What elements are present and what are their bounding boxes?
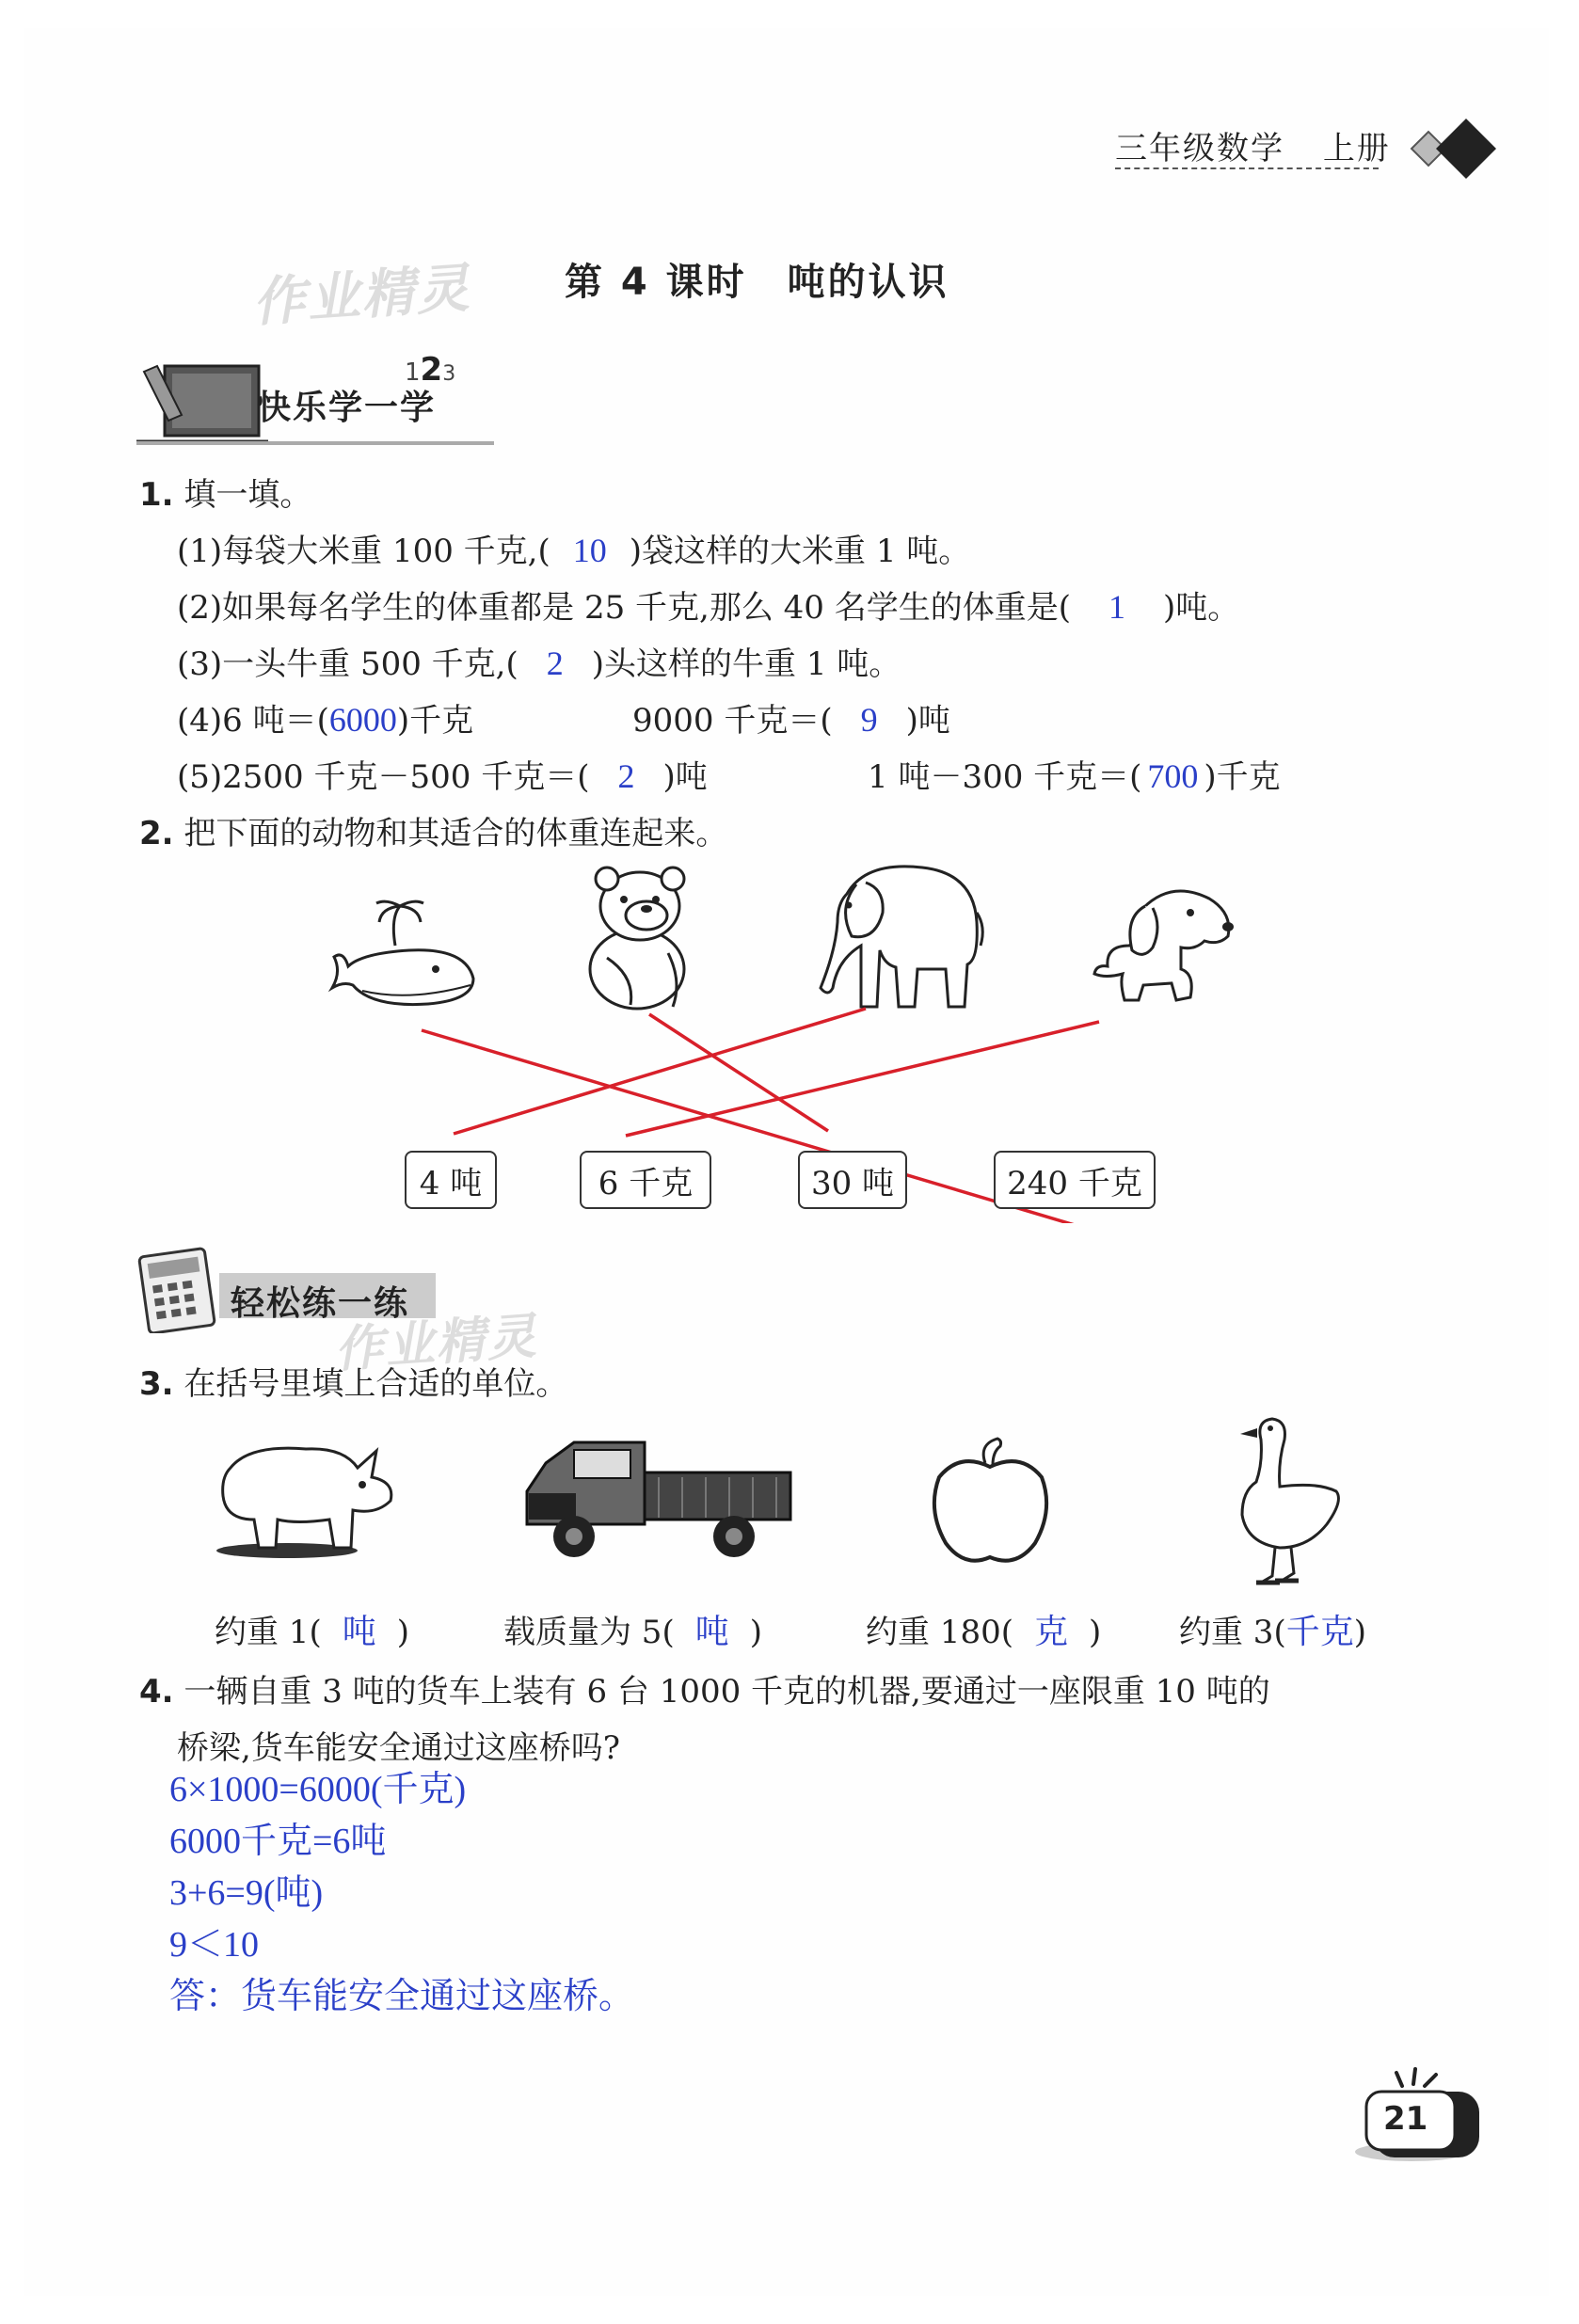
- q1-item-4b-answer: 9: [860, 701, 878, 739]
- q1-item-3-post: )头这样的牛重 1 吨。: [591, 645, 901, 683]
- section-learn-label: 快乐学一学: [257, 389, 437, 427]
- q3-item-1-answer: 吨: [342, 1613, 376, 1650]
- q4-solution-line-4: 9＜10: [169, 1925, 260, 1965]
- q4-solution-line-1: 6×1000=6000(千克): [169, 1770, 467, 1809]
- q1-item-4a-pre: (4)6 吨＝(: [177, 702, 329, 740]
- q1-item-5a-post: )吨: [662, 758, 708, 796]
- q3-item-4-post: ): [1353, 1614, 1366, 1651]
- q4-prompt-line-2: 桥梁,货车能安全通过这座桥吗?: [177, 1729, 621, 1767]
- q3-item-3: [866, 1605, 1101, 1653]
- q3-item-1-pre: 约重 1(: [215, 1614, 322, 1651]
- q1-item-1-pre: (1)每袋大米重 100 千克,(: [177, 533, 550, 570]
- q3-item-4: [1179, 1605, 1366, 1653]
- apple-icon: [927, 1435, 1054, 1571]
- truck-icon: [518, 1435, 800, 1567]
- lesson-title: 第 4 课时 吨的认识: [565, 261, 949, 304]
- q2-number: 2.: [139, 815, 174, 852]
- book-volume: 上册: [1322, 130, 1391, 167]
- weight-box-240kg: 240 千克: [994, 1151, 1156, 1209]
- q3-prompt-text: 在括号里填上合适的单位。: [183, 1365, 568, 1403]
- q3-item-2-post: ): [749, 1614, 762, 1651]
- q1-item-5b-post: )千克: [1204, 758, 1281, 796]
- book-title: 三年级数学: [1115, 130, 1284, 167]
- q4-solution-answer: 答：货车能安全通过这座桥。: [169, 1977, 635, 2016]
- q1-item-1-post: )袋这样的大米重 1 吨。: [629, 533, 971, 570]
- q3-item-2-answer: 吨: [694, 1613, 729, 1650]
- q3-item-1-post: ): [396, 1614, 409, 1651]
- section-practice-label: 轻松练一练: [231, 1284, 410, 1323]
- match-line-dog: [626, 1022, 1099, 1136]
- q1-item-4b-pre: 9000 千克＝(: [632, 702, 833, 740]
- calculator-icon: [136, 1247, 221, 1333]
- q3-item-2-pre: 载质量为 5(: [503, 1614, 675, 1651]
- weight-box-30t: 30 吨: [798, 1151, 907, 1209]
- q1-item-3-answer: 2: [546, 645, 564, 682]
- q3-item-1: [215, 1605, 409, 1653]
- q3-item-4-pre: 约重 3(: [1179, 1614, 1286, 1651]
- page-number: 21: [1383, 2100, 1428, 2138]
- q3-item-4-answer: 千克: [1285, 1613, 1354, 1650]
- q1-item-2-answer: 1: [1108, 588, 1125, 626]
- q1-item-4b-post: )吨: [905, 702, 950, 740]
- watermark-2: 作业精灵: [332, 1308, 540, 1379]
- q1-item-2-pre: (2)如果每名学生的体重都是 25 千克,那么 40 名学生的体重是(: [177, 589, 1071, 627]
- numbers-decoration: 123: [405, 351, 456, 389]
- q1-item-5a-answer: 2: [617, 757, 635, 795]
- q4-number: 4.: [139, 1673, 174, 1711]
- q2-prompt-text: 把下面的动物和其适合的体重连起来。: [183, 815, 728, 852]
- q1-number: 1.: [139, 476, 174, 514]
- rhino-icon: [212, 1430, 400, 1562]
- q1-item-4a-post: )千克: [396, 702, 474, 740]
- weight-box-6kg: 6 千克: [580, 1151, 711, 1209]
- q1-item-3-pre: (3)一头牛重 500 千克,(: [177, 645, 518, 683]
- q4-solution-line-3: 3+6=9(吨): [169, 1873, 324, 1913]
- q3-number: 3.: [139, 1365, 174, 1403]
- goose-icon: [1223, 1411, 1350, 1595]
- q1-item-5b-pre: 1 吨－300 千克＝(: [868, 758, 1142, 796]
- q3-prompt: [139, 1358, 567, 1404]
- q1-item-5b-answer: 700: [1147, 757, 1199, 795]
- q4-prompt-text-1: 一辆自重 3 吨的货车上装有 6 台 1000 千克的机器,要通过一座限重 10 吨的: [183, 1673, 1270, 1711]
- q3-item-3-pre: 约重 180(: [866, 1614, 1013, 1651]
- q1-item-5a-pre: (5)2500 千克－500 千克＝(: [177, 758, 590, 796]
- match-line-bear: [649, 1014, 828, 1131]
- q3-item-3-post: ): [1088, 1614, 1102, 1651]
- q1-item-1-answer: 10: [572, 532, 607, 569]
- q4-solution-line-2: 6000千克=6吨: [169, 1822, 387, 1861]
- q1-item-4a-answer: 6000: [328, 701, 397, 739]
- q3-item-3-answer: 克: [1033, 1613, 1068, 1650]
- watermark: 作业精灵: [250, 257, 473, 335]
- q3-item-2: [503, 1605, 762, 1653]
- weight-box-4t: 4 吨: [405, 1151, 497, 1209]
- q1-prompt-text: 填一填。: [183, 476, 312, 514]
- match-line-whale: [422, 1030, 1075, 1223]
- q1-item-2-post: )吨。: [1163, 589, 1240, 627]
- q4-prompt-line-1: [139, 1665, 1270, 1711]
